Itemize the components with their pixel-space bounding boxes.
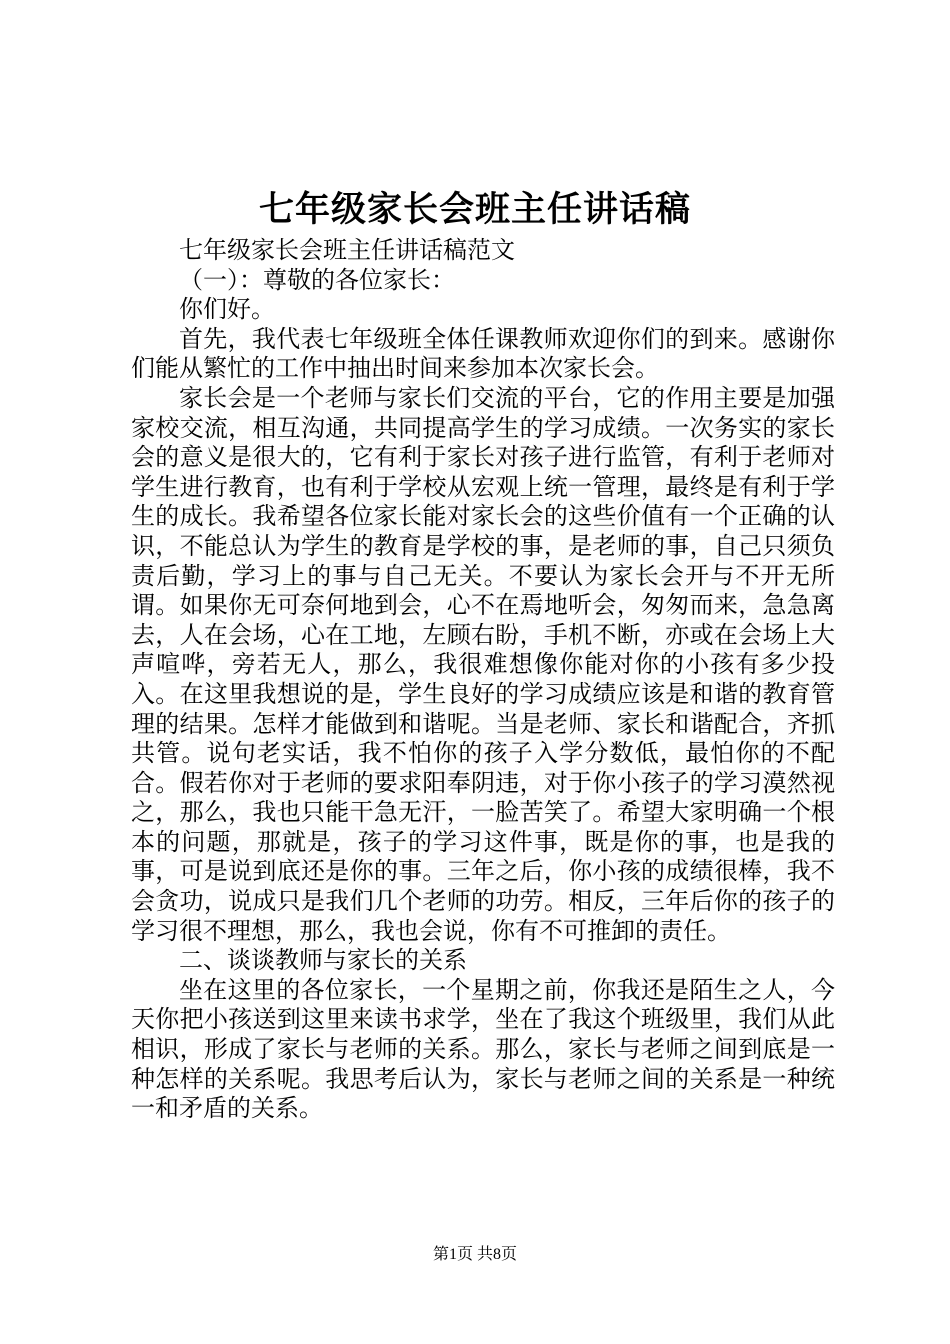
paragraph: 首先，我代表七年级班全体任课教师欢迎你们的到来。感谢你们能从繁忙的工作中抽出时间来参加本次家长会。 xyxy=(131,324,835,383)
document-title: 七年级家长会班主任讲话稿 xyxy=(258,189,691,230)
paragraph: 二、谈谈教师与家长的关系 xyxy=(179,946,467,975)
page-footer: 第1页 共8页 xyxy=(432,1246,517,1263)
paragraph: 坐在这里的各位家长，一个星期之前，你我还是陌生之人，今天你把小孩送到这里来读书求学，坐在了我这个班级里，我们从此相识，形成了家长与老师的关系。那么，家长与老师之间到底是一种怎样的关系呢。我思考后认为，家长与老师之间的关系是一种统一和矛盾的关系。 xyxy=(131,975,835,1123)
paragraph: 七年级家长会班主任讲话稿范文 xyxy=(179,236,515,264)
paragraph: 你们好。 xyxy=(179,295,275,324)
paragraph: （一）：尊敬的各位家长： xyxy=(179,265,455,294)
document-body xyxy=(131,236,835,1124)
paragraph: 家长会是一个老师与家长们交流的平台，它的作用主要是加强家校交流，相互沟通，共同提高学生的学习成绩。一次务实的家长会的意义是很大的，它有利于家长对孩子进行监管，有利于老师对学生进行教育，也有利于学校从宏观上统一管理，最终是有利于学生的成长。我希望各位家长能对家长会的这些价值有一个正确的认识，不能总认为学生的教育是学校的事，是老师的事，自己只须负责后勤，学习上的事与自己无关。不要认为家长会开与不开无所谓。如果你无可奈何地到会，心不在焉地听会，匆匆而来，急急离去，人在会场，心在工地，左顾右盼，手机不断，亦或在会场上大声喧哗，旁若无人，那么，我很难想像你能对你的小孩有多少投入。在这里我想说的是，学生良好的学习成绩应该是和谐的教育管理的结果。怎样才能做到和谐呢。当是老师、家长和谐配合，齐抓共管。说句老实话，我不怕你的孩子入学分数低，最怕你的不配合。假若你对于老师的要求阳奉阴违，对于你小孩子的学习漠然视之，那么，我也只能干急无汗，一脸苦笑了。希望大家明确一个根本的问题，那就是，孩子的学习这件事，既是你的事，也是我的事，可是说到底还是你的事。三年之后，你小孩的成绩很棒，我不会贪功，说成只是我们几个老师的功劳。相反，三年后你的孩子的学习很不理想，那么，我也会说，你有不可推卸的责任。 xyxy=(131,383,835,945)
